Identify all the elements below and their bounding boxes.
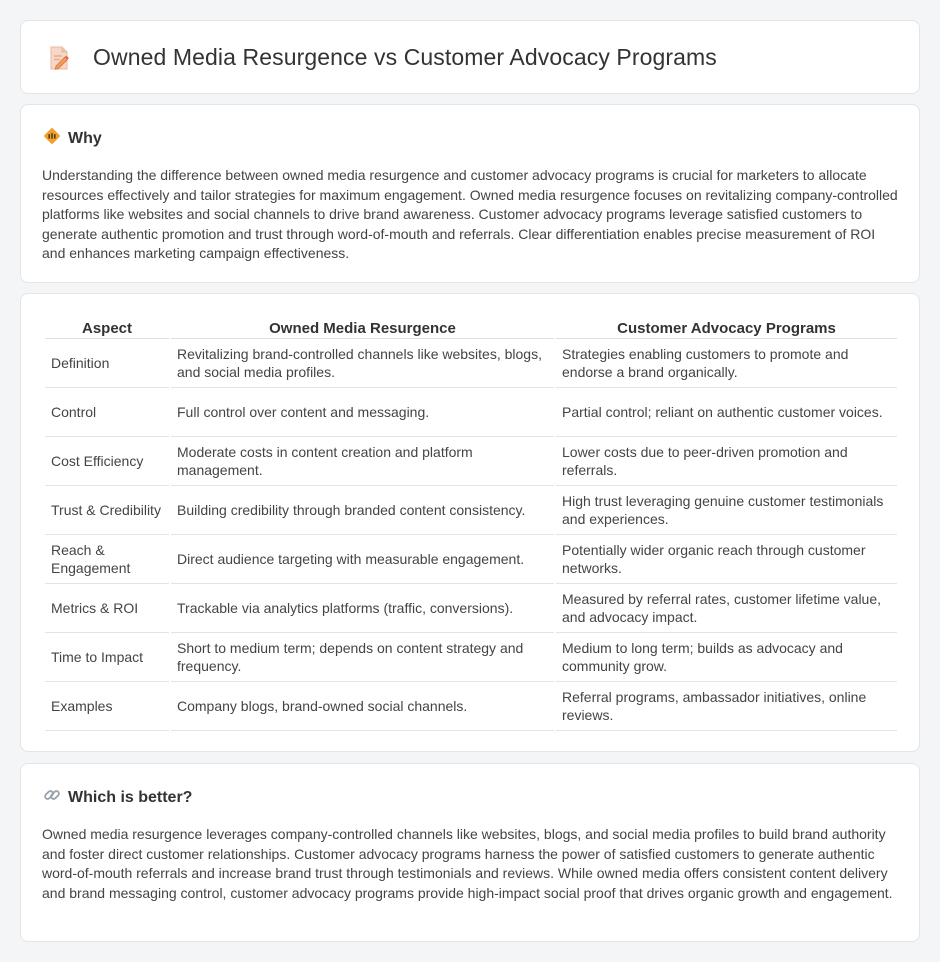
cell-owned-media: Revitalizing brand-controlled channels like websites, blogs, and social media profiles. [171,339,554,388]
cell-owned-media: Direct audience targeting with measurable engagement. [171,535,554,584]
diamond-sign-icon [43,127,61,150]
comparison-table-card [20,293,920,752]
document-edit-icon [47,45,71,71]
table-row [45,339,897,388]
header-customer-advocacy: Customer Advocacy Programs [556,315,897,339]
cell-aspect: Definition [45,339,169,388]
cell-aspect: Time to Impact [45,633,169,682]
table-row [45,437,897,486]
header-owned-media: Owned Media Resurgence [171,315,554,339]
page-title: Owned Media Resurgence vs Customer Advocacy Programs [93,44,717,70]
why-section [20,104,920,283]
table-row [45,584,897,633]
header-aspect: Aspect [45,315,169,339]
cell-customer-advocacy: Measured by referral rates, customer lifetime value, and advocacy impact. [556,584,897,633]
why-text: Understanding the difference between owned media resurgence and customer advocacy programs is crucial for marketers to allocate resources effectively and tailor strategies for maximum engagement. Owned media resurgence focuses on revitalizing company-controlled platforms like websites and social channels to drive brand awareness. Customer advocacy programs leverage satisfied customers to generate authentic promotion and trust through word-of-mouth and referrals. Clear differentiation enables precise measurement of ROI and enhances marketing campaign effectiveness. [42,167,898,262]
title-card [20,20,920,94]
cell-customer-advocacy: Referral programs, ambassador initiatives, online reviews. [556,682,897,731]
cell-owned-media: Building credibility through branded content consistency. [171,486,554,535]
why-heading: Why [68,129,102,147]
cell-owned-media: Short to medium term; depends on content strategy and frequency. [171,633,554,682]
which-is-better-text: Owned media resurgence leverages company-controlled channels like websites, blogs, and social media profiles to build brand authority and foster direct customer relationships. Customer advocacy programs harness the power of satisfied customers to generate authentic word-of-mouth referrals and increase brand trust through testimonials and reviews. While owned media offers consistent content delivery and brand messaging control, customer advocacy programs provide high-impact social proof that drives organic growth and engagement. [42,826,893,901]
cell-customer-advocacy: Partial control; reliant on authentic customer voices. [556,388,897,437]
table-row [45,535,897,584]
cell-owned-media: Full control over content and messaging. [171,388,554,437]
table-row [45,633,897,682]
comparison-table [43,315,899,731]
cell-customer-advocacy: Potentially wider organic reach through customer networks. [556,535,897,584]
which-is-better-section [20,763,920,942]
cell-customer-advocacy: Strategies enabling customers to promote and endorse a brand organically. [556,339,897,388]
cell-customer-advocacy: Lower costs due to peer-driven promotion and referrals. [556,437,897,486]
table-row [45,682,897,731]
cell-owned-media: Company blogs, brand-owned social channels. [171,682,554,731]
cell-aspect: Metrics & ROI [45,584,169,633]
which-is-better-heading: Which is better? [68,788,193,806]
cell-owned-media: Moderate costs in content creation and platform management. [171,437,554,486]
link-icon [43,786,61,809]
table-row [45,388,897,437]
cell-aspect: Cost Efficiency [45,437,169,486]
cell-aspect: Control [45,388,169,437]
cell-aspect: Trust & Credibility [45,486,169,535]
table-header-row [45,315,897,339]
table-row [45,486,897,535]
cell-customer-advocacy: Medium to long term; builds as advocacy and community grow. [556,633,897,682]
cell-aspect: Reach & Engagement [45,535,169,584]
cell-aspect: Examples [45,682,169,731]
cell-customer-advocacy: High trust leveraging genuine customer testimonials and experiences. [556,486,897,535]
cell-owned-media: Trackable via analytics platforms (traffic, conversions). [171,584,554,633]
